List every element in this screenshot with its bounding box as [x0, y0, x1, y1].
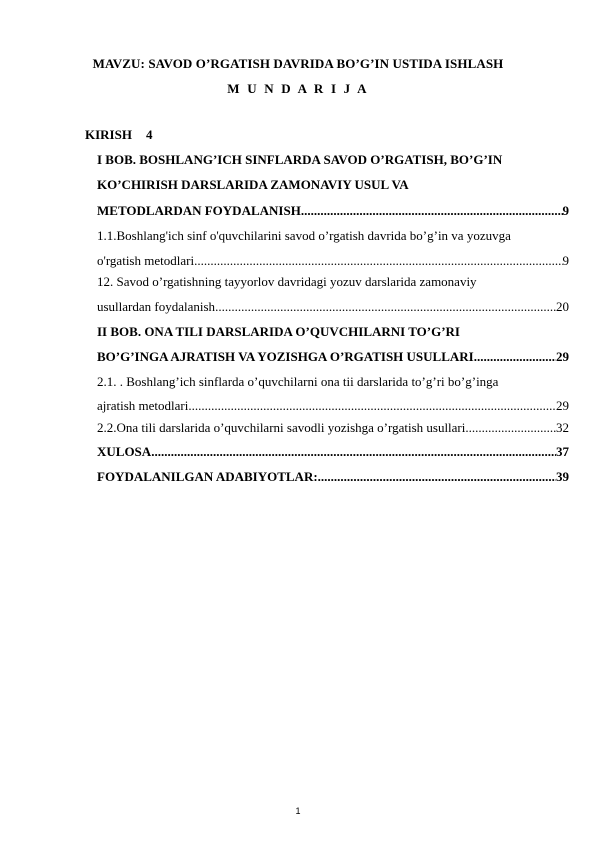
toc-line-text: FOYDALANILGAN ADABIYOTLAR:	[97, 469, 318, 484]
toc-line-text: o'rgatish metodlari	[97, 253, 195, 268]
toc-line-page: 29	[556, 398, 569, 413]
toc-line-text: XULOSA	[97, 444, 152, 459]
toc-dot-leader	[301, 201, 563, 221]
toc-line-text: KO’CHIRISH DARSLARIDA ZAMONAVIY USUL VA	[97, 177, 409, 192]
toc-line-page: 39	[556, 469, 569, 484]
toc-dot-leader	[188, 396, 556, 416]
toc-line-page: 20	[556, 299, 569, 314]
toc-line-page: 29	[556, 349, 569, 364]
toc-line-text: ajratish metodlari	[97, 398, 189, 413]
page-number: 1	[295, 806, 301, 816]
toc-line-page: 9	[562, 203, 569, 218]
toc-line-text: 2.1. . Boshlang’ich sinflarda o’quvchilarni ona tii darslarida to’g’ri bo’g’inga	[97, 374, 499, 389]
toc-line-page: 9	[562, 253, 569, 268]
toc-line	[97, 251, 569, 271]
toc-line	[97, 418, 569, 438]
toc-line-text: BO’G’INGA AJRATISH VA YOZISHGA O’RGATISH USULLARI	[97, 349, 474, 364]
toc-line	[97, 322, 569, 342]
toc-line-text: 12. Savod o’rgatishning tayyorlov davridagi yozuv darslarida zamonaviy	[97, 274, 477, 289]
toc-line-text: I BOB. BOSHLANG’ICH SINFLARDA SAVOD O’RGATISH, BO’G’IN	[97, 152, 503, 167]
toc-line	[97, 201, 569, 221]
toc-line	[97, 150, 569, 170]
toc-line	[97, 297, 569, 317]
toc-line-page: 37	[556, 444, 569, 459]
toc-dot-leader	[474, 347, 556, 367]
toc-line	[97, 226, 569, 246]
toc-line	[97, 396, 569, 416]
toc-line	[97, 347, 569, 367]
toc-dot-leader	[318, 467, 556, 487]
table-of-contents-heading: M U N D A R I J A	[227, 81, 369, 96]
toc-line-text: 2.2.Ona tili darslarida o’quvchilarni savodli yozishga o’rgatish usullari	[97, 420, 466, 435]
toc-line	[97, 442, 569, 462]
toc-line-text: 1.1.Boshlang'ich sinf o'quvchilarini savod o’rgatish davrida bo’g’in va yozuvga	[97, 228, 511, 243]
toc-entry-label: KIRISH	[85, 127, 132, 142]
toc-line	[97, 175, 569, 195]
toc-dot-leader	[194, 251, 562, 271]
toc-line-text: II BOB. ONA TILI DARSLARIDA O’QUVCHILARNI TO’G’RI	[97, 324, 460, 339]
toc-line-text: usullardan foydalanish	[97, 299, 216, 314]
toc-dot-leader	[465, 418, 556, 438]
toc-line	[97, 372, 569, 392]
toc-line-page: 32	[556, 420, 569, 435]
toc-line-text: METODLARDAN FOYDALANISH	[97, 203, 301, 218]
toc-entry-kirish	[85, 127, 152, 143]
document-title: MAVZU: SAVOD O’RGATISH DAVRIDA BO’G’IN USTIDA ISHLASH	[92, 56, 504, 71]
toc-dot-leader	[151, 442, 556, 462]
toc-line	[97, 467, 569, 487]
toc-dot-leader	[215, 297, 556, 317]
toc-entry-page: 4	[145, 127, 153, 142]
toc-line	[97, 272, 569, 292]
